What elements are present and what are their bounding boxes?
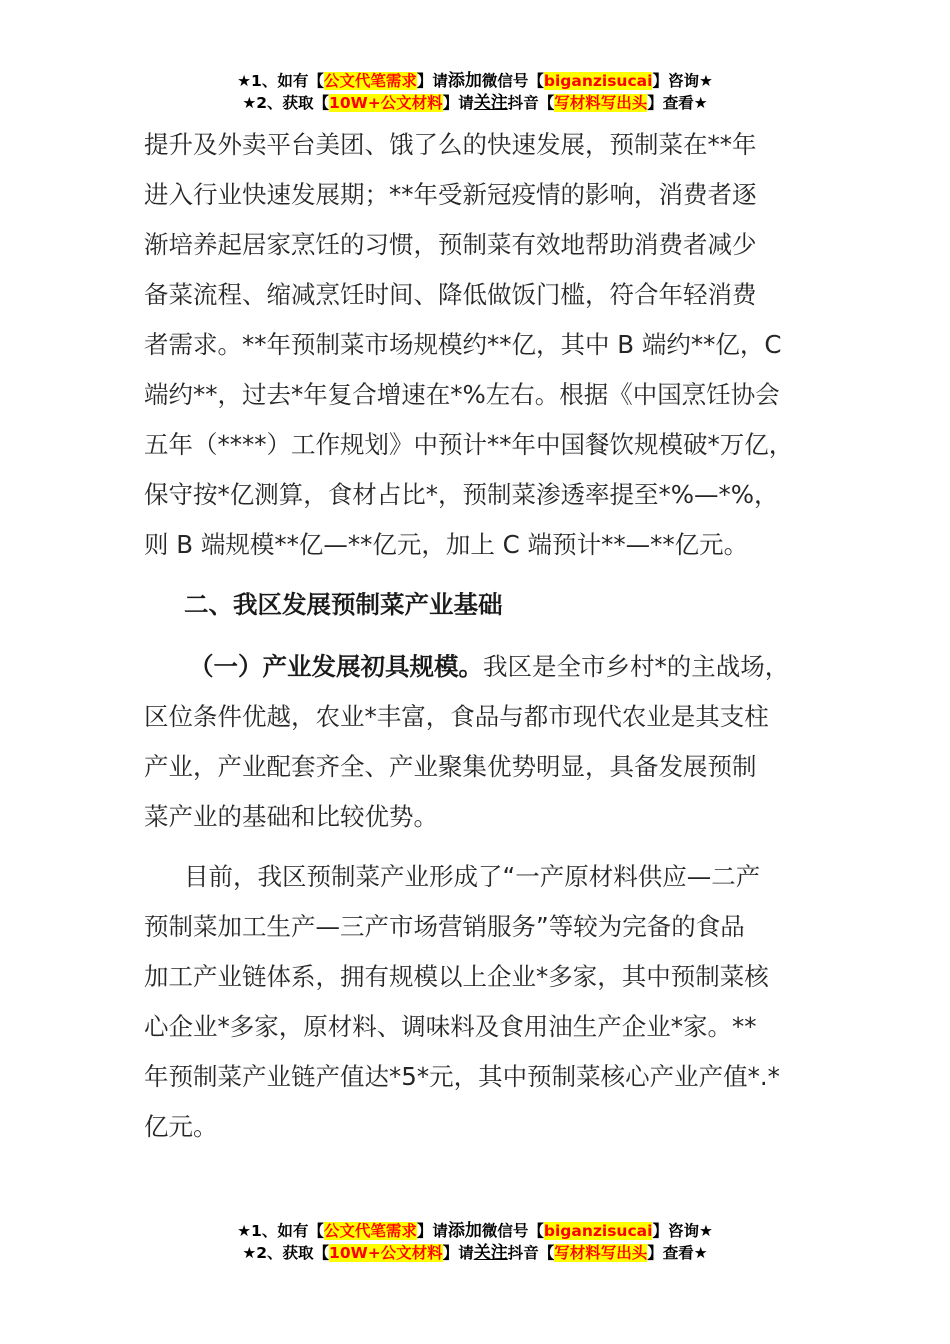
banner-text: 】请	[416, 1222, 448, 1240]
banner-text: 】查看★	[647, 94, 708, 112]
paragraph-industry-scale	[144, 642, 844, 842]
text-line: 进入行业快速发展期；**年受新冠疫情的影响，消费者逐	[144, 180, 757, 209]
banner-emphasis: 关注	[473, 93, 508, 113]
section-heading: 二、我区发展预制菜产业基础	[184, 590, 503, 619]
banner-line-1	[0, 70, 950, 92]
banner-line-1	[0, 1220, 950, 1242]
banner-line-2	[0, 1242, 950, 1264]
banner-text: 】咨询★	[652, 1222, 713, 1240]
bottom-banner	[0, 1220, 950, 1264]
banner-emphasis: 添加	[447, 71, 482, 91]
text-line: 心企业*多家，原材料、调味料及食用油生产企业*家。**	[144, 1012, 757, 1041]
text-line: 渐培养起居家烹饪的习惯，预制菜有效地帮助消费者减少	[144, 230, 757, 259]
text-line: 目前，我区预制菜产业形成了“一产原材料供应—二产	[184, 862, 761, 891]
highlight-wechat-id: biganzisucai	[543, 72, 653, 90]
banner-text: ★2、获取【	[242, 94, 330, 112]
text-line: 者需求。**年预制菜市场规模约**亿，其中 B 端约**亿，C	[144, 330, 782, 359]
highlight-douyin-id: 写材料写出头	[554, 94, 648, 112]
paragraph-market-overview	[144, 120, 844, 570]
top-banner	[0, 70, 950, 114]
text-line: 保守按*亿测算，食材占比*，预制菜渗透率提至*%—*%，	[144, 480, 779, 509]
text-line: 备菜流程、缩减烹饪时间、降低做饭门槛，符合年轻消费	[144, 280, 757, 309]
highlight-materials: 10W+公文材料	[329, 94, 443, 112]
subsection-title: （一）产业发展初具规模。	[189, 652, 483, 681]
banner-text: ★2、获取【	[242, 1244, 330, 1262]
text-line: 则 B 端规模**亿—**亿元，加上 C 端预计**—**亿元。	[144, 530, 749, 559]
text-line: 端约**，过去*年复合增速在*%左右。根据《中国烹饪协会	[144, 380, 780, 409]
text-line: 五年（****）工作规划》中预计**年中国餐饮规模破*万亿，	[144, 430, 794, 459]
banner-text: 】咨询★	[652, 72, 713, 90]
banner-text: 微信号【	[481, 72, 544, 90]
highlight-materials: 10W+公文材料	[329, 1244, 443, 1262]
text-line: 亿元。	[144, 1112, 218, 1141]
text-run: 我区是全市乡村*的主战场，	[483, 652, 790, 681]
text-line: 区位条件优越，农业*丰富，食品与都市现代农业是其支柱	[144, 702, 769, 731]
banner-text: ★1、如有【	[237, 1222, 324, 1240]
banner-text: 】查看★	[647, 1244, 708, 1262]
banner-emphasis: 添加	[447, 1221, 482, 1241]
banner-text: 抖音【	[507, 1244, 555, 1262]
banner-text: 微信号【	[481, 1222, 544, 1240]
banner-text: 抖音【	[507, 94, 555, 112]
text-line: 提升及外卖平台美团、饿了么的快速发展，预制菜在**年	[144, 130, 757, 159]
text-line: 菜产业的基础和比较优势。	[144, 802, 438, 831]
text-line: 加工产业链体系，拥有规模以上企业*多家，其中预制菜核	[144, 962, 769, 991]
banner-emphasis: 关注	[473, 1243, 508, 1263]
text-line	[144, 642, 844, 692]
paragraph-industry-chain	[144, 852, 844, 1152]
text-line: 产业，产业配套齐全、产业聚集优势明显，具备发展预制	[144, 752, 757, 781]
banner-text: 】请	[416, 72, 448, 90]
banner-line-2	[0, 92, 950, 114]
highlight-service: 公文代笔需求	[323, 1222, 417, 1240]
text-line: 年预制菜产业链产值达*5*元，其中预制菜核心产业产值*.*	[144, 1062, 780, 1091]
text-line: 预制菜加工生产—三产市场营销服务”等较为完备的食品	[144, 912, 745, 941]
highlight-douyin-id: 写材料写出头	[554, 1244, 648, 1262]
banner-text: ★1、如有【	[237, 72, 324, 90]
highlight-service: 公文代笔需求	[323, 72, 417, 90]
highlight-wechat-id: biganzisucai	[543, 1222, 653, 1240]
banner-text: 】请	[442, 1244, 474, 1262]
banner-text: 】请	[442, 94, 474, 112]
